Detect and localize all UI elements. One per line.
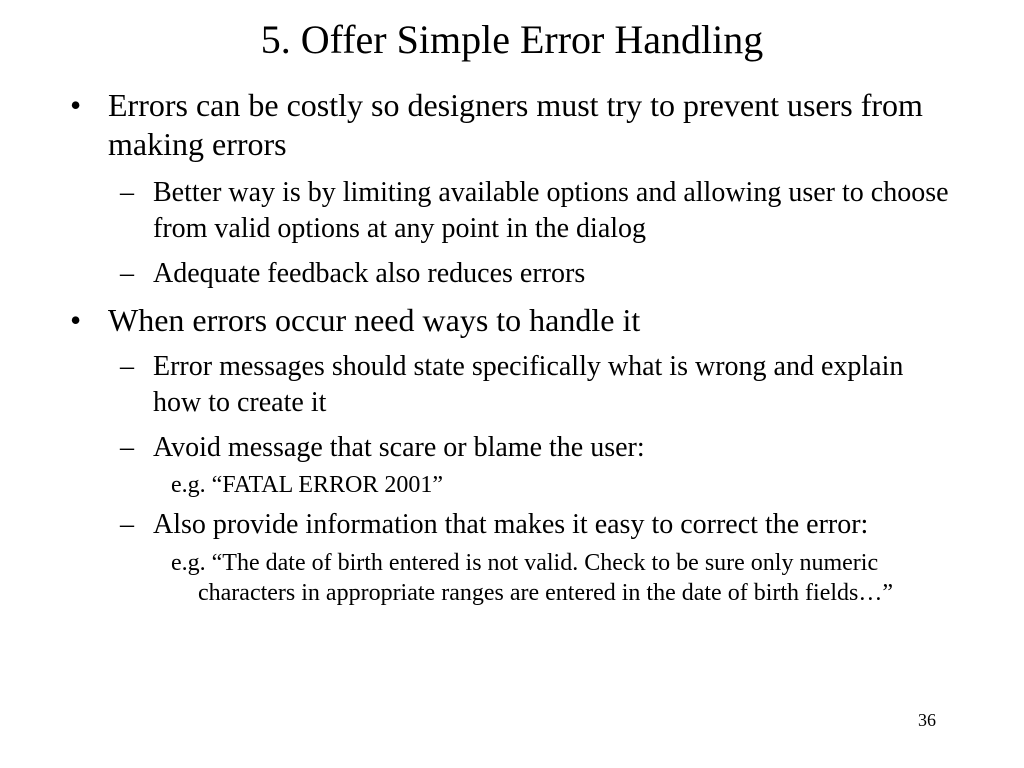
bullet-item [70, 86, 950, 164]
sub-bullet-item [120, 507, 950, 543]
sub-bullet-text: Also provide information that makes it easy to correct the error: [153, 509, 869, 540]
sub-bullet-text: Adequate feedback also reduces errors [153, 258, 586, 289]
bullet-icon: • [70, 87, 82, 123]
page-number: 36 [918, 710, 936, 730]
slide-content [70, 86, 950, 608]
bullet-text: Errors can be costly so designers must try to prevent users from making errors [108, 87, 923, 162]
bullet-text: When errors occur need ways to handle it [108, 302, 641, 338]
sub-bullet-item [120, 256, 950, 292]
bullet-icon: • [70, 302, 82, 338]
dash-icon: – [120, 351, 134, 382]
dash-icon: – [120, 177, 134, 208]
sub-bullet-text: Avoid message that scare or blame the user: [153, 432, 645, 463]
example-text: e.g. “FATAL ERROR 2001” [171, 472, 444, 498]
dash-icon: – [120, 258, 134, 289]
sub-bullet-item [120, 430, 950, 466]
bullet-item [70, 301, 950, 340]
slide-title: 5. Offer Simple Error Handling [260, 17, 764, 62]
dash-icon: – [120, 432, 134, 463]
sub-bullet-item [120, 175, 950, 247]
dash-icon: – [120, 509, 134, 540]
sub-bullet-item [120, 349, 950, 421]
sub-bullet-text: Better way is by limiting available options and allowing user to choose from valid options at any point in the dialog [153, 177, 949, 244]
example-text: e.g. “The date of birth entered is not valid. Check to be sure only numeric characters in appropriate ranges are entered in the date of birth fields…” [171, 550, 894, 606]
sub-bullet-text: Error messages should state specifically what is wrong and explain how to create it [153, 351, 904, 418]
